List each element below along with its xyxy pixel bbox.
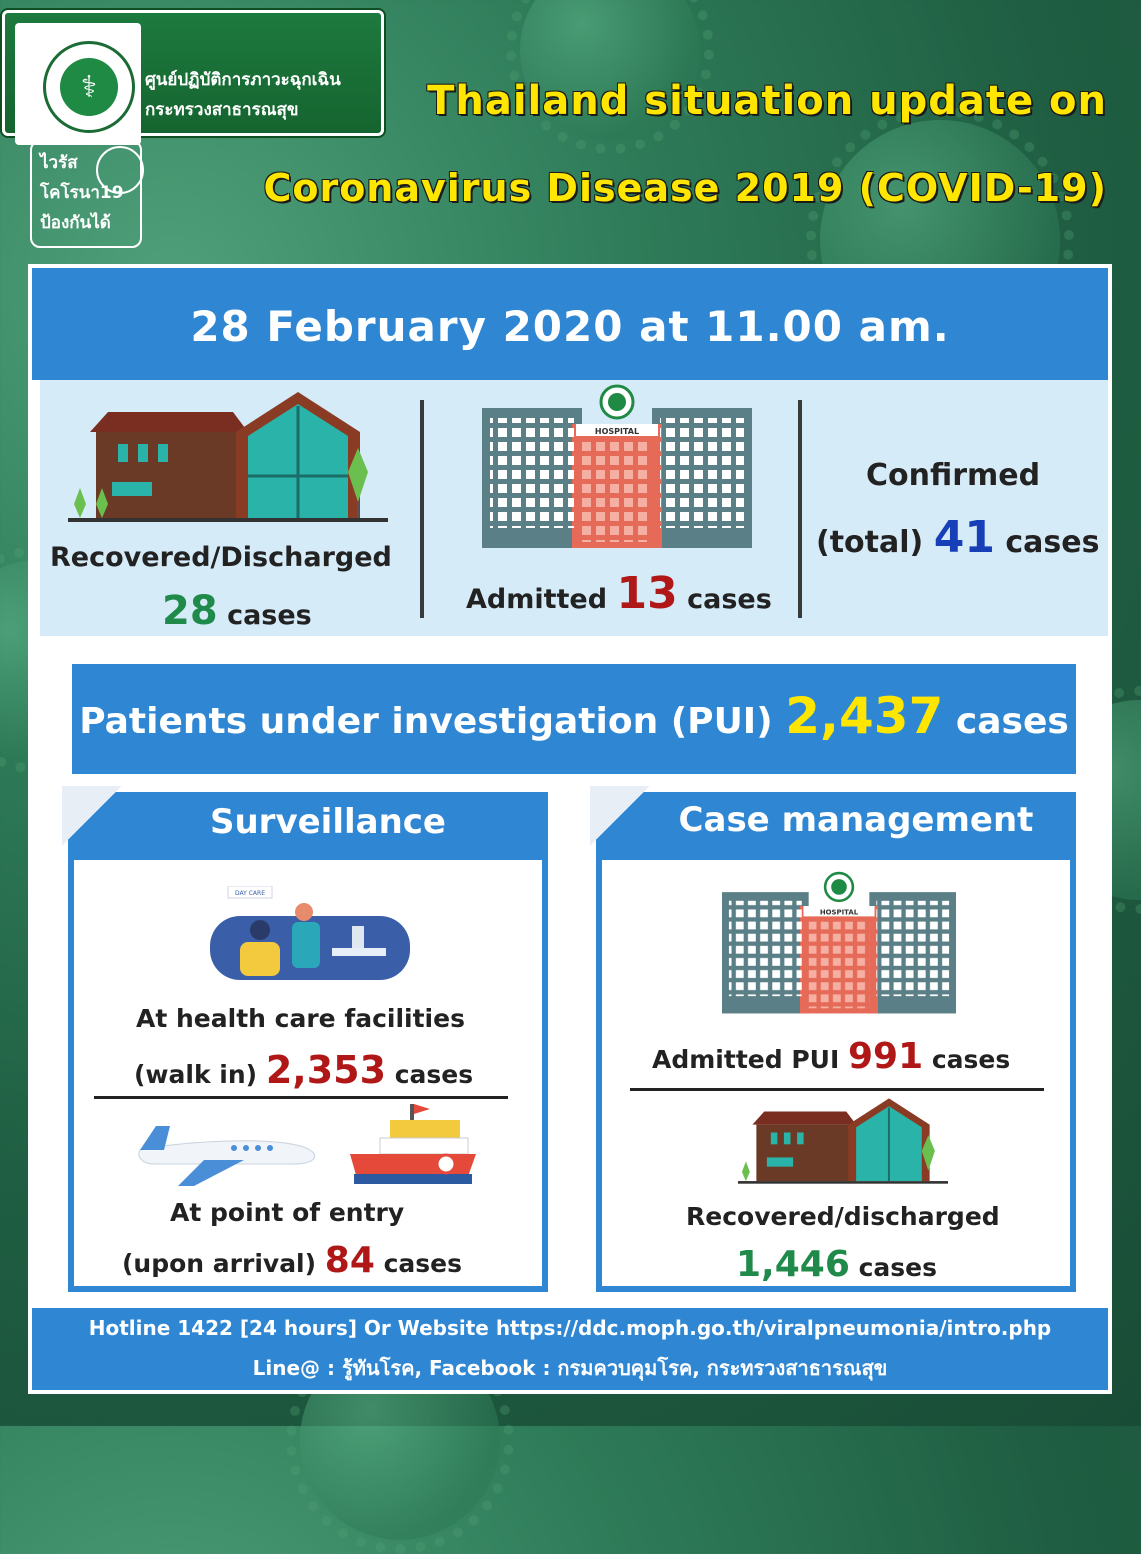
footer-contact bbox=[32, 1308, 1108, 1390]
divider bbox=[94, 1096, 508, 1099]
pui-banner bbox=[72, 664, 1076, 774]
admitted-stat bbox=[466, 568, 772, 619]
pui-label: Patients under investigation (PUI) bbox=[79, 701, 773, 742]
recovered-label: Recovered/Discharged bbox=[50, 542, 392, 573]
cm-admitted-stat bbox=[652, 1036, 1010, 1077]
admitted-value: 13 bbox=[616, 568, 678, 619]
title-line-2: Coronavirus Disease 2019 (COVID-19) bbox=[263, 166, 1107, 210]
ministry-logo-banner bbox=[2, 10, 384, 136]
title-line-1: Thailand situation update on bbox=[427, 78, 1107, 124]
surveillance-box bbox=[68, 792, 548, 1292]
hotline-text: Hotline 1422 [24 hours] Or Website https://ddc.moph.go.th/viralpneumonia/intro.php bbox=[88, 1316, 1052, 1340]
house-icon bbox=[68, 392, 388, 528]
cm-recovered-stat bbox=[736, 1244, 937, 1285]
hcf-value: 2,353 bbox=[265, 1048, 387, 1092]
hcf-unit: cases bbox=[394, 1060, 474, 1089]
case-management-box bbox=[596, 792, 1076, 1292]
poe-value: 84 bbox=[324, 1240, 375, 1281]
cm-admitted-label: Admitted PUI bbox=[652, 1045, 840, 1074]
hcf-label: At health care facilities bbox=[136, 1004, 465, 1033]
cm-recovered-unit: cases bbox=[858, 1253, 937, 1282]
case-management-title: Case management bbox=[678, 800, 1034, 840]
hospital-icon bbox=[482, 384, 752, 554]
org-line-1: ศูนย์ปฏิบัติการภาวะฉุกเฉิน bbox=[145, 70, 341, 90]
cm-recovered-label: Recovered/discharged bbox=[686, 1202, 1000, 1231]
daycare-sign-text: DAY CARE bbox=[235, 890, 265, 897]
campaign-line-1: ไวรัส bbox=[40, 153, 78, 173]
campaign-line-2: โคโรนา19 bbox=[40, 183, 124, 203]
main-panel bbox=[28, 264, 1112, 1394]
divider bbox=[798, 400, 802, 618]
clinic-visit-icon bbox=[204, 886, 424, 986]
recovered-unit: cases bbox=[227, 600, 312, 631]
confirmed-stat bbox=[816, 512, 1099, 563]
cm-recovered-value: 1,446 bbox=[736, 1244, 850, 1285]
pui-unit: cases bbox=[955, 701, 1069, 742]
hospital-sign-text: HOSPITAL bbox=[594, 427, 640, 436]
org-line-2: กระทรวงสาธารณสุข bbox=[145, 100, 299, 120]
airplane-icon bbox=[134, 1120, 324, 1190]
hospital-icon bbox=[722, 870, 956, 1020]
ministry-seal-icon: ⚕ bbox=[43, 41, 135, 133]
surveillance-content bbox=[74, 860, 542, 1286]
hcf-stat bbox=[134, 1048, 473, 1092]
recovered-stat bbox=[162, 588, 312, 634]
admitted-label: Admitted bbox=[466, 584, 608, 615]
house-icon bbox=[738, 1098, 948, 1188]
poe-unit: cases bbox=[383, 1249, 463, 1278]
pui-value: 2,437 bbox=[785, 687, 944, 745]
ship-icon bbox=[350, 1104, 480, 1194]
divider bbox=[420, 400, 424, 618]
case-management-content bbox=[602, 860, 1070, 1286]
social-text: Line@ : รู้ทันโรค, Facebook : กรมควบคุมโรค, กระทรวงสาธารณสุข bbox=[252, 1356, 888, 1380]
confirmed-unit: cases bbox=[1005, 525, 1100, 560]
org-name bbox=[145, 65, 341, 125]
campaign-line-3: ป้องกันได้ bbox=[40, 213, 111, 233]
masked-face-icon bbox=[96, 146, 144, 194]
poe-sub: (upon arrival) bbox=[122, 1249, 317, 1278]
confirmed-value: 41 bbox=[933, 512, 995, 563]
cm-admitted-value: 991 bbox=[847, 1036, 924, 1077]
report-date: 28 February 2020 at 11.00 am. bbox=[32, 268, 1108, 380]
poe-label: At point of entry bbox=[170, 1198, 405, 1227]
admitted-unit: cases bbox=[687, 584, 772, 615]
poe-stat bbox=[122, 1240, 462, 1281]
hcf-sub: (walk in) bbox=[134, 1060, 258, 1089]
hospital-sign-text: HOSPITAL bbox=[819, 908, 859, 917]
divider bbox=[630, 1088, 1044, 1091]
confirmed-sub: (total) bbox=[816, 525, 924, 560]
surveillance-title: Surveillance bbox=[209, 802, 446, 842]
recovered-value: 28 bbox=[162, 588, 218, 634]
confirmed-label: Confirmed bbox=[866, 458, 1041, 493]
cm-admitted-unit: cases bbox=[931, 1045, 1011, 1074]
